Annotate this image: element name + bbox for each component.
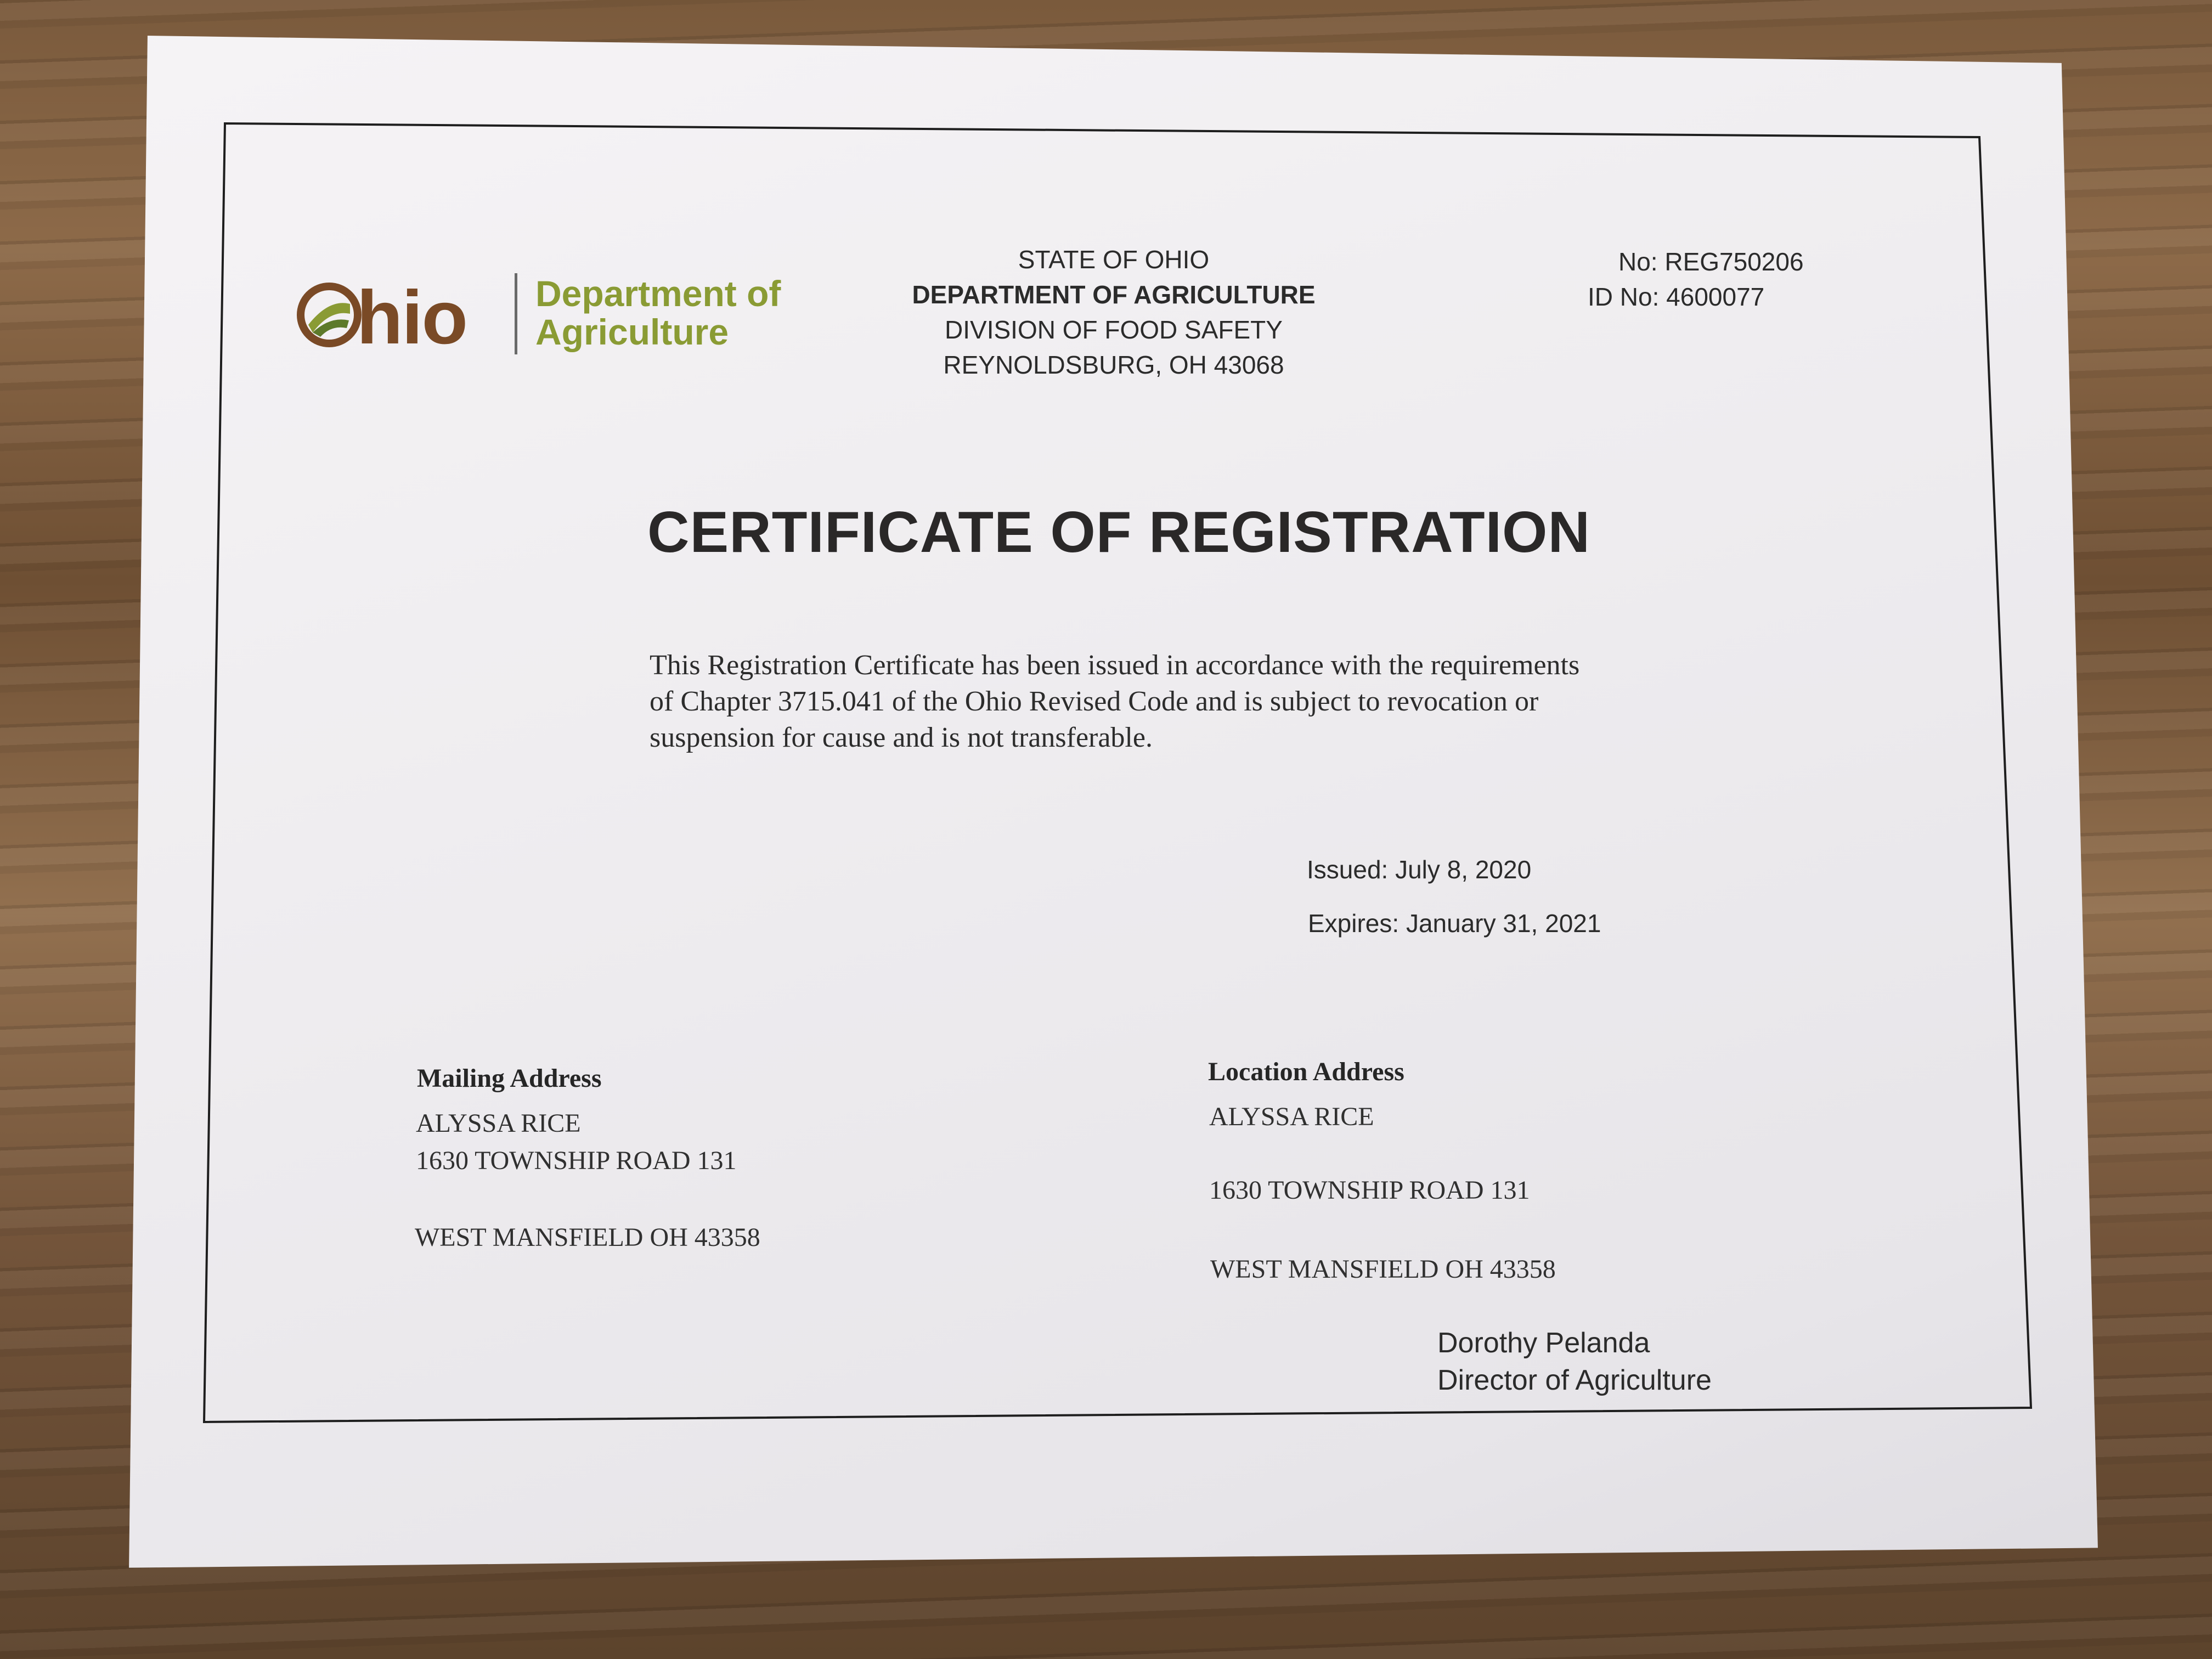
signatory-name: Dorothy Pelanda xyxy=(1437,1327,1650,1359)
header-department: DEPARTMENT OF AGRICULTURE xyxy=(912,280,1316,309)
id-number-label: ID No: xyxy=(1588,283,1660,311)
header-division: DIVISION OF FOOD SAFETY xyxy=(945,315,1283,344)
id-number xyxy=(1588,282,1764,312)
logo-dept-line1: Department of xyxy=(535,273,781,314)
statement-line-1: This Registration Certificate has been issued in accordance with the requirements xyxy=(650,650,1580,681)
location-street: 1630 TOWNSHIP ROAD 131 xyxy=(1209,1176,1530,1205)
registration-number-value: REG750206 xyxy=(1664,247,1804,276)
statement-line-3: suspension for cause and is not transferable. xyxy=(650,722,1153,753)
registration-number xyxy=(1618,247,1804,276)
issued-value: July 8, 2020 xyxy=(1395,855,1532,884)
issued-date xyxy=(1307,855,1531,884)
certificate-statement xyxy=(650,647,1579,756)
ohio-logo-icon xyxy=(296,282,362,348)
expires-date xyxy=(1308,909,1601,938)
logo-brand-text: hio xyxy=(357,275,467,360)
logo-divider xyxy=(515,273,517,354)
statement-line-2: of Chapter 3715.041 of the Ohio Revised Code and is subject to revocation or xyxy=(650,686,1539,717)
expires-value: January 31, 2021 xyxy=(1406,909,1601,938)
page-title: CERTIFICATE OF REGISTRATION xyxy=(647,500,1591,565)
header-state: STATE OF OHIO xyxy=(1018,245,1210,274)
mailing-name: ALYSSA RICE xyxy=(416,1109,581,1138)
expires-label: Expires: xyxy=(1308,909,1400,938)
mailing-city: WEST MANSFIELD OH 43358 xyxy=(415,1223,760,1252)
location-city: WEST MANSFIELD OH 43358 xyxy=(1210,1255,1556,1284)
logo-dept-line2: Agriculture xyxy=(535,312,729,352)
location-address-heading: Location Address xyxy=(1208,1057,1404,1086)
id-number-value: 4600077 xyxy=(1666,283,1765,311)
location-name: ALYSSA RICE xyxy=(1209,1102,1374,1131)
mailing-address-heading: Mailing Address xyxy=(417,1064,602,1093)
signatory-title: Director of Agriculture xyxy=(1437,1364,1712,1396)
issued-label: Issued: xyxy=(1307,855,1389,884)
logo-department-text xyxy=(535,274,781,351)
mailing-street: 1630 TOWNSHIP ROAD 131 xyxy=(416,1146,737,1175)
registration-number-label: No: xyxy=(1618,247,1658,276)
header-city: REYNOLDSBURG, OH 43068 xyxy=(943,351,1284,379)
